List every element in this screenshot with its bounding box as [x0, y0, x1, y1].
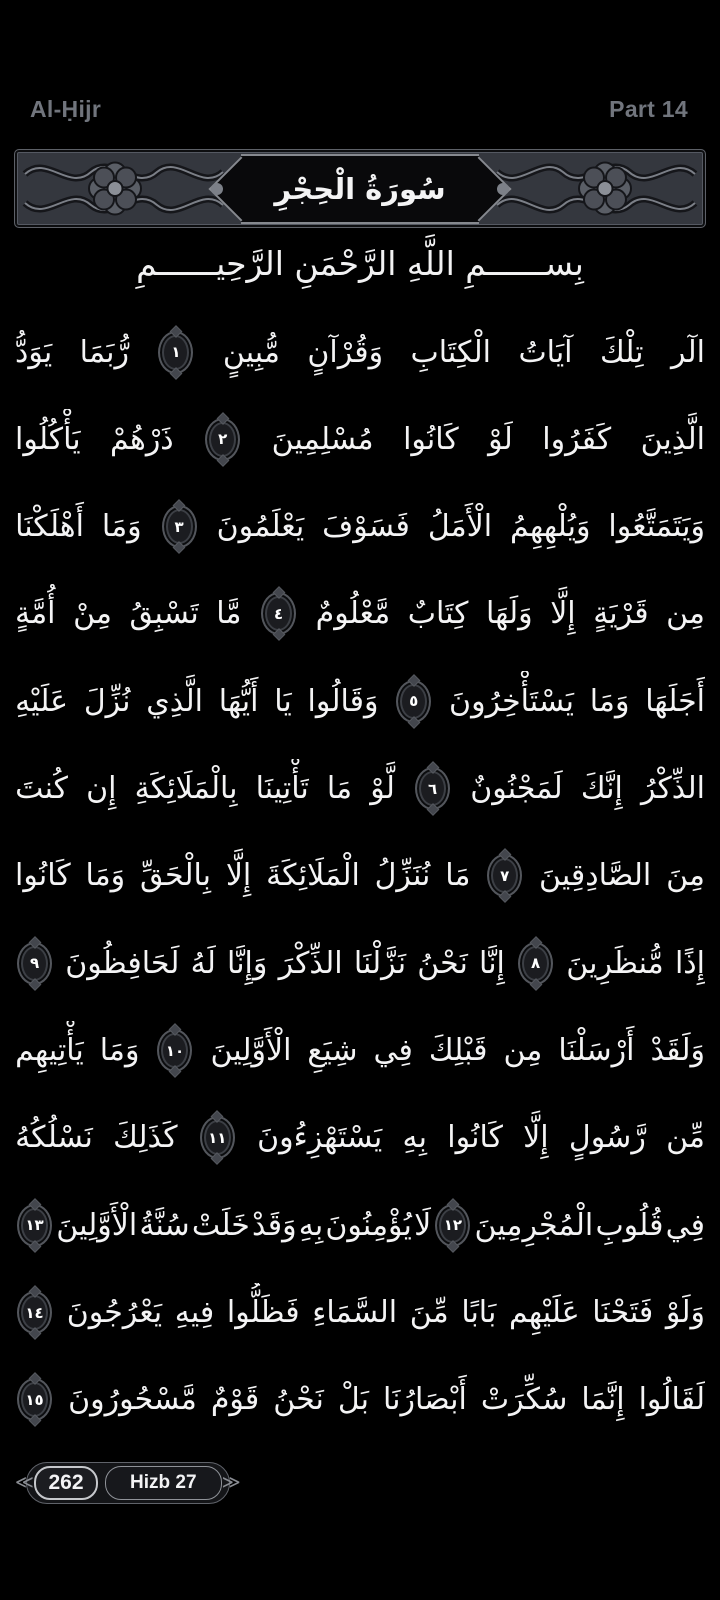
ayah-end-marker: ٩ — [17, 942, 52, 985]
ayah-end-marker: ١٣ — [17, 1204, 52, 1247]
mushaf-line[interactable] — [15, 846, 705, 906]
quran-word: الْأَمَلُ — [427, 509, 493, 545]
capsule-flourish-right-icon: ≫ — [221, 1472, 241, 1493]
ayah-end-marker: ٨ — [518, 942, 553, 985]
quran-word: يَوَدُّ — [15, 334, 53, 370]
surah-title-banner — [14, 149, 706, 228]
mushaf-line[interactable] — [15, 759, 705, 819]
ayah-end-marker: ١٤ — [17, 1291, 52, 1334]
quran-word: وَقُرْآنٍ — [307, 334, 384, 370]
quran-word: يَأْكُلُوا — [15, 421, 81, 457]
quran-word: وَمَا — [589, 683, 630, 719]
quran-word: إِن — [86, 771, 117, 807]
ayah-end-marker: ١٢ — [435, 1204, 470, 1247]
ayah-end-marker: ٢ — [205, 418, 240, 461]
quran-word: الْمَلَائِكَةَ — [266, 858, 360, 894]
quran-word: وَمَا — [85, 858, 126, 894]
ayah-end-marker: ٧ — [487, 854, 522, 897]
ayah-end-marker: ١ — [158, 331, 193, 374]
ayah-end-marker: ١٠ — [157, 1029, 192, 1072]
quran-word: وَلَقَدْ — [650, 1033, 705, 1069]
quran-word: عَلَيْهِ — [15, 683, 69, 719]
rosette-icon — [579, 163, 631, 215]
quran-word: أَجَلَهَا — [645, 683, 705, 719]
page-number-badge[interactable]: 262 — [34, 1466, 98, 1500]
rosette-icon — [89, 163, 141, 215]
mushaf-line[interactable] — [15, 671, 705, 731]
quran-word: لَّوْ — [370, 771, 395, 807]
capsule-flourish-left-icon: ≪ — [15, 1472, 34, 1493]
quran-word: بِالْحَقِّ — [139, 858, 211, 894]
quran-word: كَانُوا — [447, 1120, 503, 1156]
quran-word: كُنتَ — [15, 771, 68, 807]
hizb-badge[interactable]: Hizb 27 — [105, 1466, 222, 1500]
surah-title-cartouche — [241, 154, 479, 224]
quran-word: لَهُ — [190, 945, 216, 981]
quran-word: يَا — [274, 683, 292, 719]
quran-word: الٓر — [670, 334, 705, 370]
quran-word: فَتَحْنَا — [592, 1295, 654, 1331]
quran-word: مَّا — [216, 596, 242, 632]
quran-word: كِتَابٌ — [407, 596, 469, 632]
quran-word: أَهْلَكْنَا — [15, 509, 84, 545]
quran-word: كَذَلِكَ — [113, 1120, 178, 1156]
page-header — [30, 96, 688, 123]
mushaf-lines — [15, 322, 705, 1430]
quran-word: شِيَعِ — [307, 1033, 358, 1069]
quran-word: نَزَّلْنَا — [353, 945, 407, 981]
mushaf-line[interactable] — [15, 497, 705, 557]
quran-word: لَمَجْنُونٌ — [470, 771, 563, 807]
quran-word: تَأْتِينَا — [255, 771, 309, 807]
quran-word: مُسْلِمِينَ — [271, 421, 374, 457]
quran-word: سُنَّةُ — [139, 1207, 190, 1243]
quran-word: لَا — [414, 1207, 432, 1243]
quran-word: الذِّكْرُ — [640, 771, 705, 807]
ayah-end-marker: ٣ — [162, 505, 197, 548]
surah-title-calligraphy: سُورَةُ الْحِجْرِ — [274, 171, 446, 206]
cartouche-knob-icon — [497, 183, 509, 195]
quran-word: ذَرْهُمْ — [110, 421, 174, 457]
quran-word: الْكِتَابِ — [410, 334, 491, 370]
mushaf-line[interactable] — [15, 584, 705, 644]
surah-name-label: Al-Ḥijr — [30, 96, 102, 122]
quran-word: مَا — [445, 858, 471, 894]
quran-word: مُّبِينٍ — [222, 334, 280, 370]
quran-word: إِنَّكَ — [580, 771, 623, 807]
ayah-end-marker: ١١ — [200, 1116, 235, 1159]
quran-word: إِذًا — [674, 945, 705, 981]
quran-word: مِنْ — [73, 596, 112, 632]
quran-word: فِيهِ — [174, 1295, 215, 1331]
quran-word: الْأَوَّلِينَ — [210, 1033, 292, 1069]
quran-word: رُّبَمَا — [79, 334, 129, 370]
quran-word: مِّنَ — [409, 1295, 449, 1331]
quran-word: نُنَزِّلُ — [374, 858, 431, 894]
juz-part-label: Part 14 — [609, 96, 688, 122]
quran-word: لَوْ — [488, 421, 513, 457]
quran-word: نُزِّلَ — [83, 683, 131, 719]
quran-word: يَسْتَهْزِءُونَ — [257, 1120, 383, 1156]
quran-word: بِالْمَلَائِكَةِ — [134, 771, 238, 807]
mushaf-line[interactable] — [15, 1370, 705, 1430]
ayah-end-marker: ٦ — [415, 767, 450, 810]
quran-word: فَظَلُّوا — [226, 1295, 300, 1331]
quran-word: الصَّادِقِينَ — [539, 858, 652, 894]
quran-word: مِن — [503, 1033, 543, 1069]
quran-word: أَبْصَارُنَا — [382, 1382, 467, 1418]
quran-word: كَفَرُوا — [542, 421, 612, 457]
quran-word: يَأْتِيهِم — [15, 1033, 84, 1069]
quran-word: نَحْنُ — [417, 945, 468, 981]
quran-word: السَّمَاءِ — [312, 1295, 398, 1331]
ayah-end-marker: ٤ — [261, 592, 296, 635]
quran-word: عَلَيْهِم — [508, 1295, 580, 1331]
quran-word: وَمَا — [99, 1033, 140, 1069]
quran-word: مِنَ — [666, 858, 705, 894]
quran-word: فِي — [665, 1207, 705, 1243]
quran-word: يَعْرُجُونَ — [66, 1295, 163, 1331]
quran-word: إِلَّا — [550, 596, 576, 632]
quran-word: أَيُّهَا — [218, 683, 259, 719]
quran-word: أُمَّةٍ — [15, 596, 56, 632]
quran-word: وَقَالُوا — [307, 683, 379, 719]
quran-word: آيَاتُ — [518, 334, 573, 370]
quran-word: بِهِ — [402, 1120, 427, 1156]
quran-word: الَّذِي — [146, 683, 204, 719]
quran-word: بِهِ — [298, 1207, 324, 1243]
quran-word: بَابًا — [461, 1295, 497, 1331]
quran-word: وَيُلْهِهِمُ — [510, 509, 591, 545]
quran-word: الذِّكْرَ — [278, 945, 343, 981]
quran-word: كَانُوا — [403, 421, 459, 457]
quran-word: مَّسْحُورُونَ — [68, 1382, 197, 1418]
quran-word: فَسَوْفَ — [322, 509, 410, 545]
quran-word: لَقَالُوا — [638, 1382, 705, 1418]
mushaf-line[interactable] — [15, 1195, 705, 1255]
mushaf-line[interactable] — [15, 322, 705, 382]
quran-word: يَعْلَمُونَ — [216, 509, 305, 545]
banner-arabesque-left-icon — [19, 154, 231, 223]
quran-word: الْمُجْرِمِينَ — [474, 1207, 594, 1243]
quran-word: الْأَوَّلِينَ — [56, 1207, 138, 1243]
ayah-end-marker: ٥ — [396, 680, 431, 723]
quran-word: رَّسُولٍ — [568, 1120, 646, 1156]
quran-word: مِّن — [666, 1120, 705, 1156]
quran-word: إِنَّمَا — [581, 1382, 625, 1418]
quran-word: خَلَتْ — [191, 1207, 250, 1243]
quran-word: إِلَّا — [225, 858, 252, 894]
quran-word: تِلْكَ — [599, 334, 644, 370]
quran-word: يُؤْمِنُونَ — [325, 1207, 412, 1243]
quran-word: مَا — [326, 771, 353, 807]
quran-word: قُلُوبِ — [595, 1207, 664, 1243]
quran-word: إِلَّا — [523, 1120, 549, 1156]
mushaf-line[interactable] — [15, 1108, 705, 1168]
quran-word: وَإِنَّا — [227, 945, 268, 981]
footer-badge-capsule — [15, 1462, 241, 1504]
quran-word: مِن — [666, 596, 705, 632]
cartouche-knob-icon — [211, 183, 223, 195]
quran-word: تَسْبِقُ — [129, 596, 199, 632]
quran-word: وَيَتَمَتَّعُوا — [608, 509, 705, 545]
mushaf-line[interactable] — [15, 933, 705, 993]
quran-word: بَلْ — [337, 1382, 369, 1418]
quran-word: سُكِّرَتْ — [480, 1382, 568, 1418]
quran-word: لَحَافِظُونَ — [65, 945, 180, 981]
bismillah-text: بِســــــمِ اللَّهِ الرَّحْمَنِ الرَّحِيــــــمِ — [136, 244, 584, 283]
banner-arabesque-right-icon — [489, 154, 701, 223]
quran-word: مَّعْلُومٌ — [315, 596, 391, 632]
quran-word: قَرْيَةٍ — [593, 596, 649, 632]
quran-word: قَبْلِكَ — [428, 1033, 488, 1069]
quran-word: كَانُوا — [15, 858, 71, 894]
mushaf-line[interactable] — [15, 1283, 705, 1343]
quran-word: نَسْلُكُهُ — [15, 1120, 93, 1156]
quran-word: أَرْسَلْنَا — [558, 1033, 635, 1069]
quran-word: مُّنظَرِينَ — [566, 945, 664, 981]
mushaf-line[interactable] — [15, 409, 705, 469]
quran-word: وَلَهَا — [486, 596, 533, 632]
quran-word: فِي — [373, 1033, 413, 1069]
quran-word: وَمَا — [101, 509, 142, 545]
quran-word: وَلَوْ — [665, 1295, 705, 1331]
quran-word: قَوْمٌ — [210, 1382, 260, 1418]
quran-word: وَقَدْ — [251, 1207, 297, 1243]
quran-word: يَسْتَأْخِرُونَ — [449, 683, 574, 719]
quran-word: الَّذِينَ — [640, 421, 705, 457]
quran-word: نَحْنُ — [273, 1382, 324, 1418]
mushaf-line[interactable] — [15, 1021, 705, 1081]
quran-word: إِنَّا — [479, 945, 505, 981]
ayah-end-marker: ١٥ — [17, 1378, 52, 1421]
page-footer — [15, 1462, 241, 1504]
